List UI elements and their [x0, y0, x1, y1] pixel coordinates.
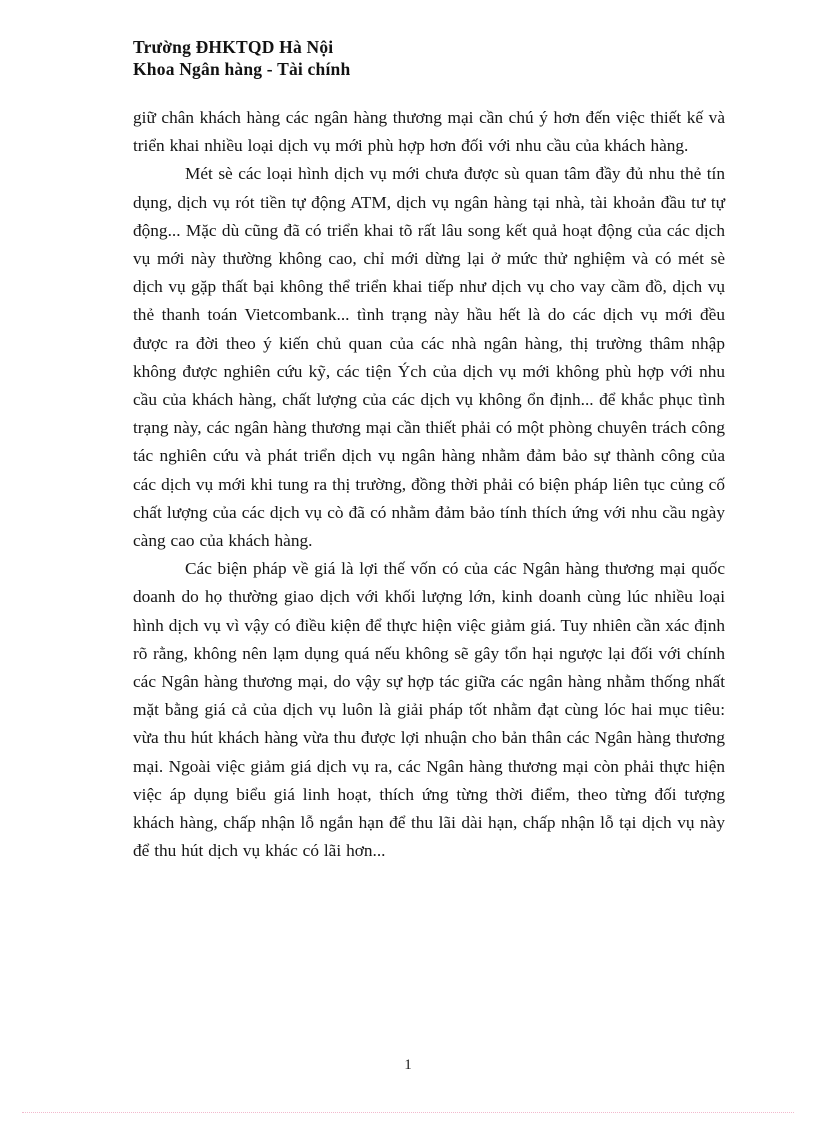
body-paragraph-1: giữ chân khách hàng các ngân hàng thương mại cần chú ý hơn đến việc thiết kế và triển khai nhiều loại dịch vụ mới phù hợp hơn đối với nhu cầu của khách hàng.	[133, 108, 725, 156]
body-paragraph-3: Các biện pháp về giá là lợi thế vốn có của các Ngân hàng thương mại quốc doanh do họ thường giao dịch với khối lượng lớn, kinh doanh cùng lúc nhiều loại hình dịch vụ vì vậy có điều kiện để thực hiện việc giảm giá. Tuy nhiên cần xác định rõ rằng, không nên lạm dụng quá nếu không sẽ gây tổn hại ngược lại đối với chính các Ngân hàng thương mại, do vậy sự hợp tác giữa các ngân hàng nhằm thống nhất mặt bằng giá cả của dịch vụ luôn là giải pháp tốt nhằm đạt cùng lóc hai mục tiêu: vừa thu hút khách hàng vừa thu được lợi nhuận cho bản thân các Ngân hàng thương mại. Ngoài việc giảm giá dịch vụ ra, các Ngân hàng thương mại còn phải thực hiện việc áp dụng biểu giá linh hoạt, thích ứng từng thời điểm, theo từng đối tượng khách hàng, chấp nhận lỗ ngắn hạn để thu lãi dài hạn, chấp nhận lỗ tại dịch vụ này để thu hút dịch vụ khác có lãi hơn...	[133, 559, 725, 861]
document-body	[133, 104, 725, 865]
scan-artifact-dotted-rule	[22, 1112, 794, 1114]
document-header	[133, 36, 733, 80]
page-number: 1	[404, 1057, 412, 1073]
header-faculty-line: Khoa Ngân hàng - Tài chính	[133, 59, 351, 79]
header-institution-line: Trường ĐHKTQD Hà Nội	[133, 37, 334, 57]
body-paragraph-2: Mét sè các loại hình dịch vụ mới chưa được sù quan tâm đầy đủ nhu thẻ tín dụng, dịch vụ rót tiền tự động ATM, dịch vụ ngân hàng tại nhà, tài khoản đầu tư tự động... Mặc dù cũng đã có triển khai tõ rất lâu song kết quả hoạt động của các dịch vụ mới này thường không cao, chỉ mới dừng lại ở mức thử nghiệm và có mét sè dịch vụ gặp thất bại không thể triển khai tiếp như dịch vụ cho vay cầm đồ, dịch vụ thẻ thanh toán Vietcombank... tình trạng này hầu hết là do các dịch vụ mới đều được ra đời theo ý kiến chủ quan của các nhà ngân hàng, thị trường thâm nhập không được nghiên cứu kỹ, các tiện Ých của dịch vụ mới không phù hợp với nhu cầu của khách hàng, chất lượng của các dịch vụ không ổn định... để khắc phục tình trạng này, các ngân hàng thương mại cần thiết phải có một phòng chuyên trách công tác nghiên cứu và phát triển dịch vụ ngân hàng nhằm đảm bảo sự thành công của các dịch vụ mới khi tung ra thị trường, đồng thời phải có biện pháp liên tục củng cố chất lượng của các dịch vụ cò đã có nhằm đảm bảo tính thích ứng với nhu cầu ngày càng cao của khách hàng.	[133, 164, 725, 551]
